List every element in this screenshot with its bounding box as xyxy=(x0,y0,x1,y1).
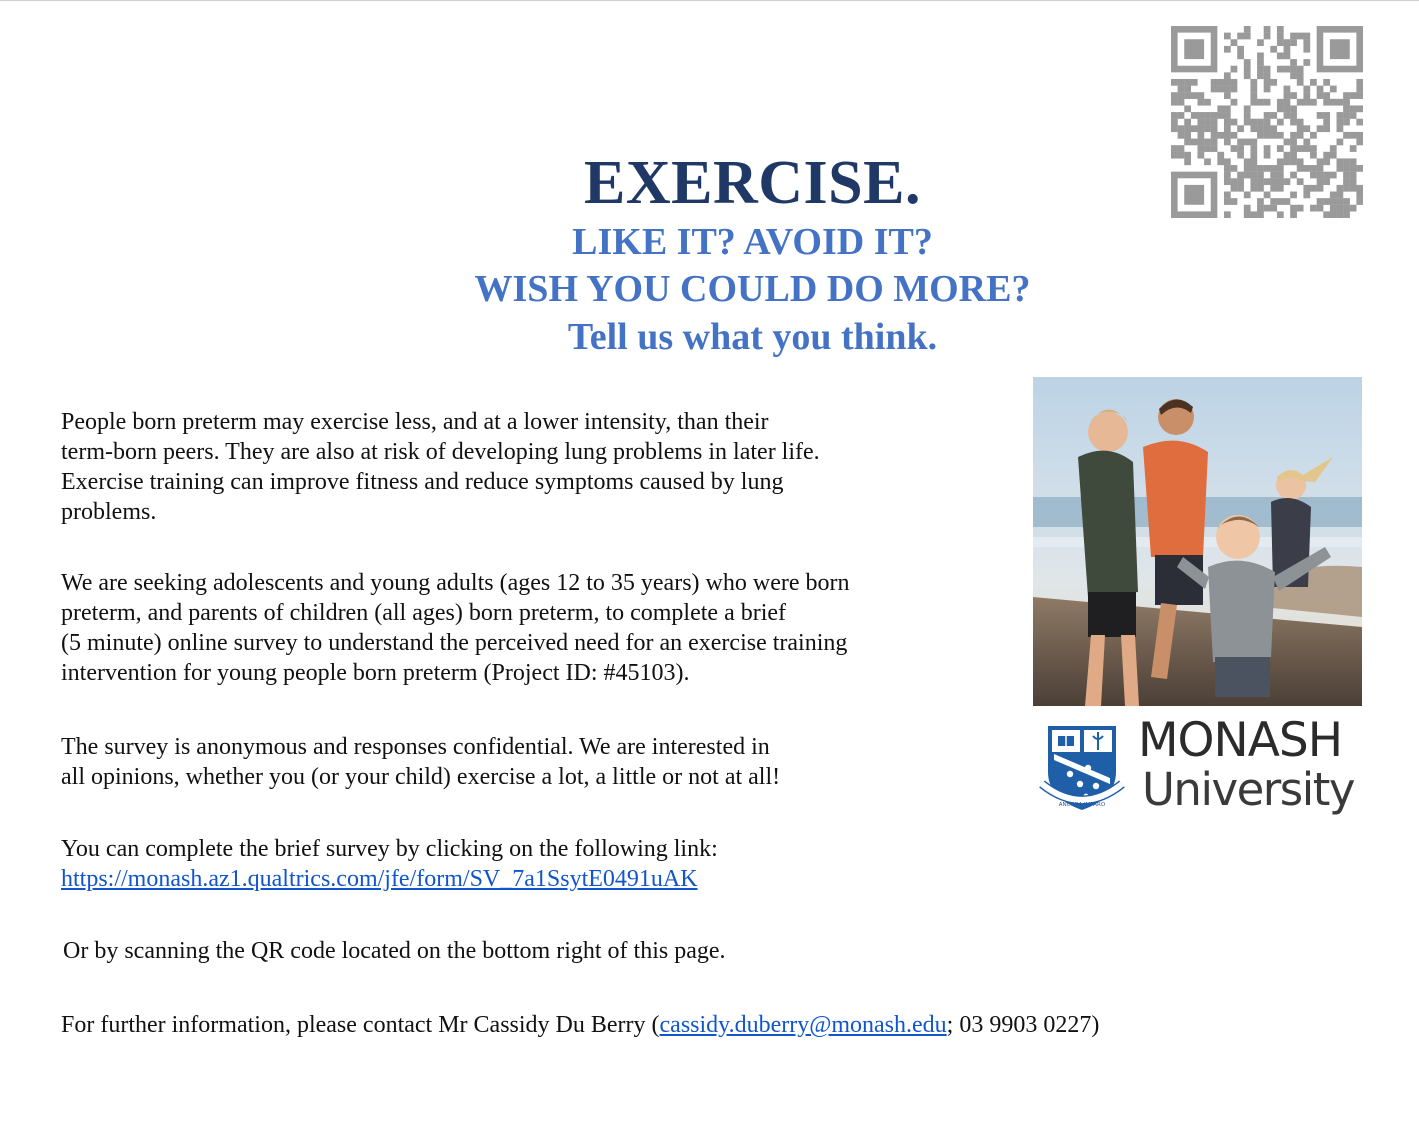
family-running-photo xyxy=(1033,377,1362,706)
contact-email-link[interactable]: cassidy.duberry@monash.edu xyxy=(659,1012,947,1038)
monash-crest-icon xyxy=(1036,720,1128,812)
survey-link[interactable]: https://monash.az1.qualtrics.com/jfe/form/SV_7a1SsytE0491uAK xyxy=(61,866,698,892)
subtitle-line-1: LIKE IT? AVOID IT? xyxy=(572,221,933,263)
paragraph-qr-note: Or by scanning the QR code located on the bottom right of this page. xyxy=(63,938,726,964)
subtitle-line-3: Tell us what you think. xyxy=(567,316,938,358)
paragraph-seeking-participants: We are seeking adolescents and young adults (ages 12 to 35 years) who were born preterm, and parents of children (all ages) born preterm, to complete a brief (5 minute) online survey to understand the perceived need for an exercise training intervention for young people born preterm (Project ID: #45103). xyxy=(61,570,850,686)
svg-text:ANCORA IMPARO: ANCORA IMPARO xyxy=(1058,802,1106,808)
contact-prefix: For further information, please contact Mr Cassidy Du Berry ( xyxy=(61,1012,660,1038)
paragraph-anonymous: The survey is anonymous and responses confidential. We are interested in all opinions, whether you (or your child) exercise a lot, a little or not at all! xyxy=(61,734,781,790)
contact-suffix: ; 03 9903 0227) xyxy=(946,1012,1100,1038)
paragraph-survey-link: You can complete the brief survey by clicking on the following link: https://monash.az1.qualtrics.com/jfe/form/SV_7a1SsytE0491uAK xyxy=(61,836,718,892)
logo-word-university: University xyxy=(1142,763,1354,816)
paragraph-contact xyxy=(61,1010,1099,1040)
subtitle-line-2: WISH YOU COULD DO MORE? xyxy=(474,268,1031,310)
paragraph-preterm-exercise: People born preterm may exercise less, and at a lower intensity, than their term-born peers. They are also at risk of developing lung problems in later life. Exercise training can improve fitness and reduce symptoms caused by lung problems. xyxy=(61,409,820,525)
monash-university-logo xyxy=(1036,713,1366,816)
top-border xyxy=(0,0,1419,1)
logo-word-monash: MONASH xyxy=(1138,713,1343,768)
page-title: EXERCISE. xyxy=(584,149,921,217)
